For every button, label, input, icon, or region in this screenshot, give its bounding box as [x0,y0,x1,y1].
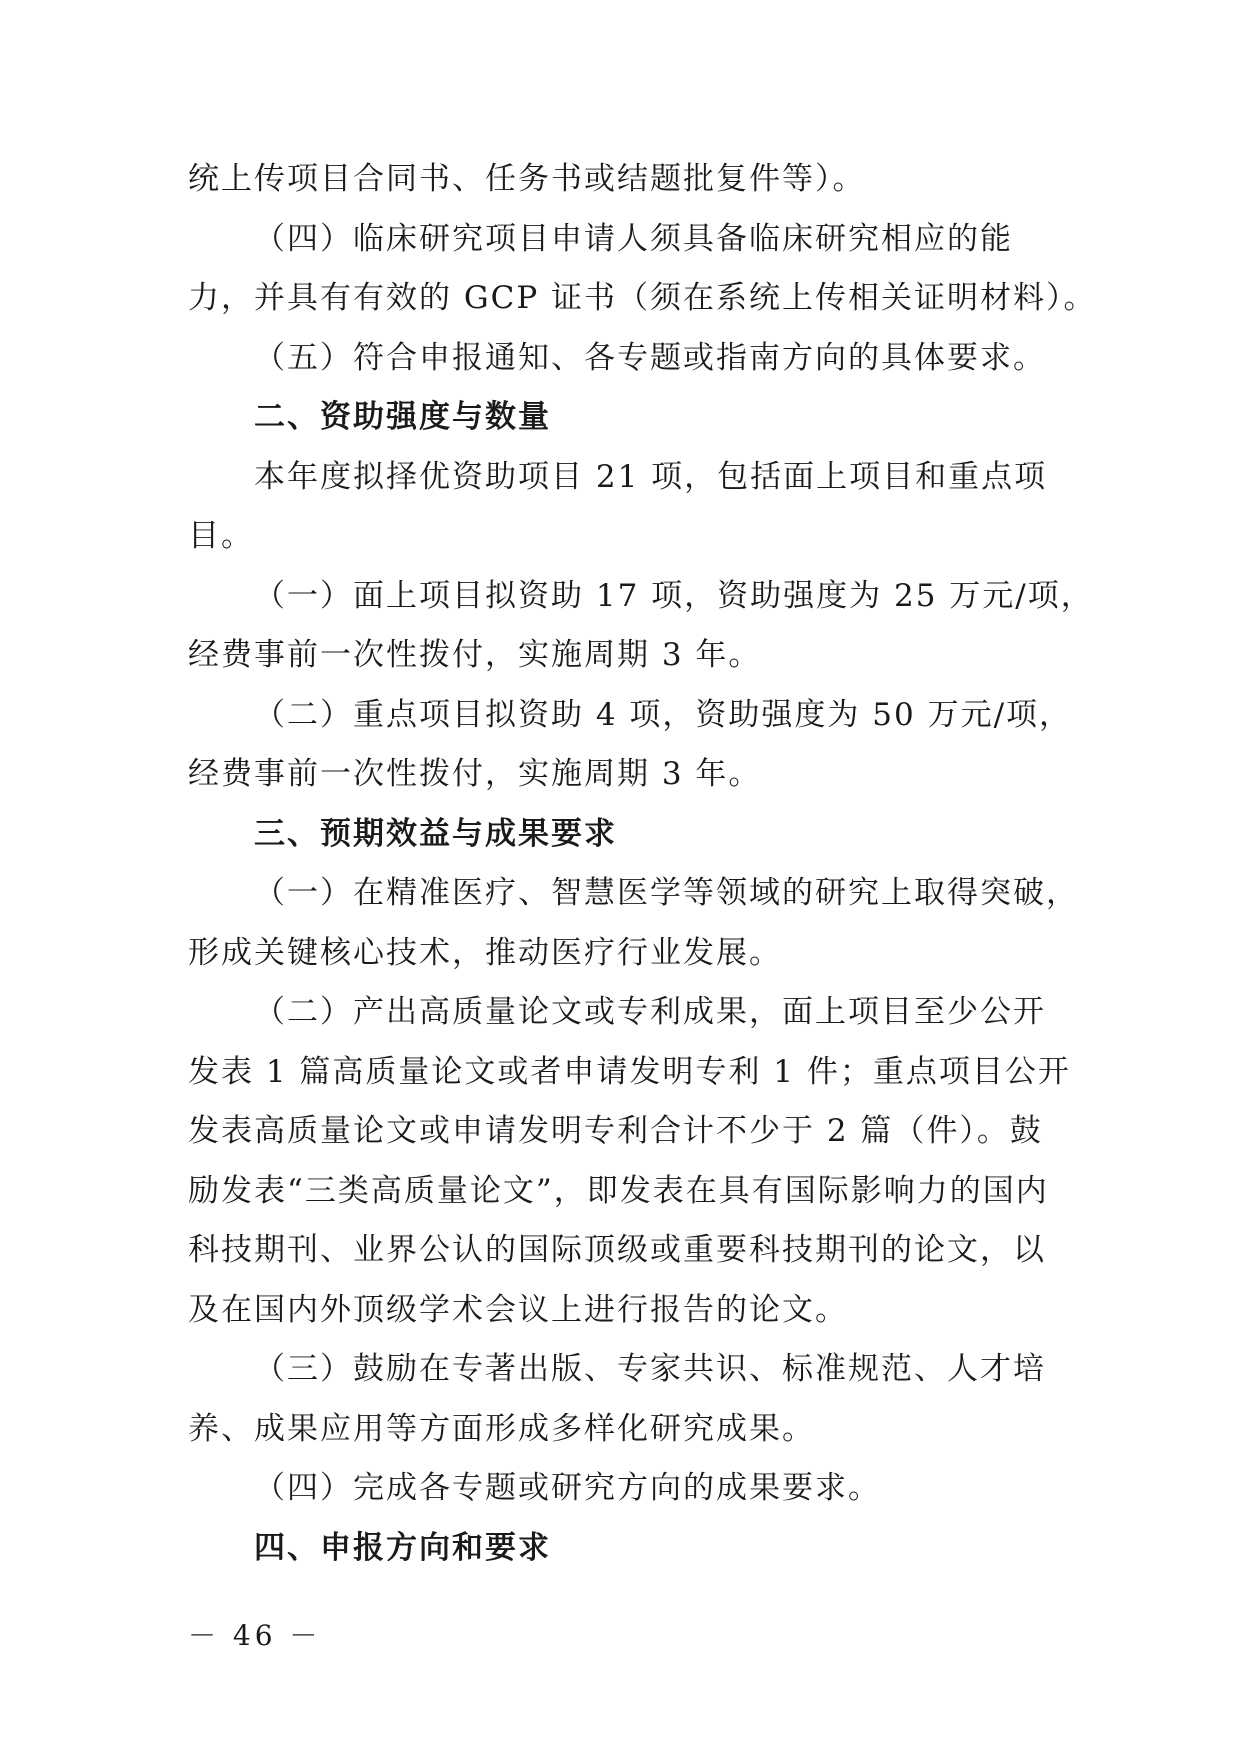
text-line: （三）鼓励在专著出版、专家共识、标准规范、人才培 [254,1351,1046,1387]
text-line: 发表高质量论文或申请发明专利合计不少于 2 篇（件）。鼓 [188,1113,1043,1149]
text-line: 经费事前一次性拨付，实施周期 3 年。 [188,756,762,792]
section-heading: 二、资助强度与数量 [254,399,551,435]
text-line: （二）重点项目拟资助 4 项，资助强度为 50 万元/项， [254,696,1073,733]
text-line: （一）在精准医疗、智慧医学等领域的研究上取得突破， [254,875,1079,911]
text-line: （五）符合申报通知、各专题或指南方向的具体要求。 [254,339,1046,376]
text-line: 力，并具有有效的 GCP 证书（须在系统上传相关证明材料）。 [188,280,1097,316]
section-heading: 四、申报方向和要求 [254,1529,551,1566]
text-line: 本年度拟择优资助项目 21 项，包括面上项目和重点项 [254,458,1048,495]
text-line: 发表 1 篇高质量论文或者申请发明专利 1 件；重点项目公开 [188,1053,1071,1090]
page-number: － 46 － [188,1619,322,1652]
text-line: （四）完成各专题或研究方向的成果要求。 [254,1470,881,1506]
text-line: 及在国内外顶级学术会议上进行报告的论文。 [188,1291,848,1328]
text-line: （四）临床研究项目申请人须具备临床研究相应的能 [254,220,1013,257]
text-line: 形成关键核心技术，推动医疗行业发展。 [188,934,782,971]
text-line: 目。 [188,518,254,554]
text-line: 经费事前一次性拨付，实施周期 3 年。 [188,637,762,673]
text-line: 养、成果应用等方面形成多样化研究成果。 [188,1410,815,1447]
text-line: 科技期刊、业界公认的国际顶级或重要科技期刊的论文，以 [188,1232,1046,1268]
text-line: （二）产出高质量论文或专利成果，面上项目至少公开 [254,994,1046,1030]
text-line: 统上传项目合同书、任务书或结题批复件等）。 [188,161,866,197]
text-line: 励发表“三类高质量论文”，即发表在具有国际影响力的国内 [188,1172,1049,1209]
text-line: （一）面上项目拟资助 17 项，资助强度为 25 万元/项， [254,577,1094,614]
document-body [188,150,1097,1578]
section-heading: 三、预期效益与成果要求 [254,815,617,852]
